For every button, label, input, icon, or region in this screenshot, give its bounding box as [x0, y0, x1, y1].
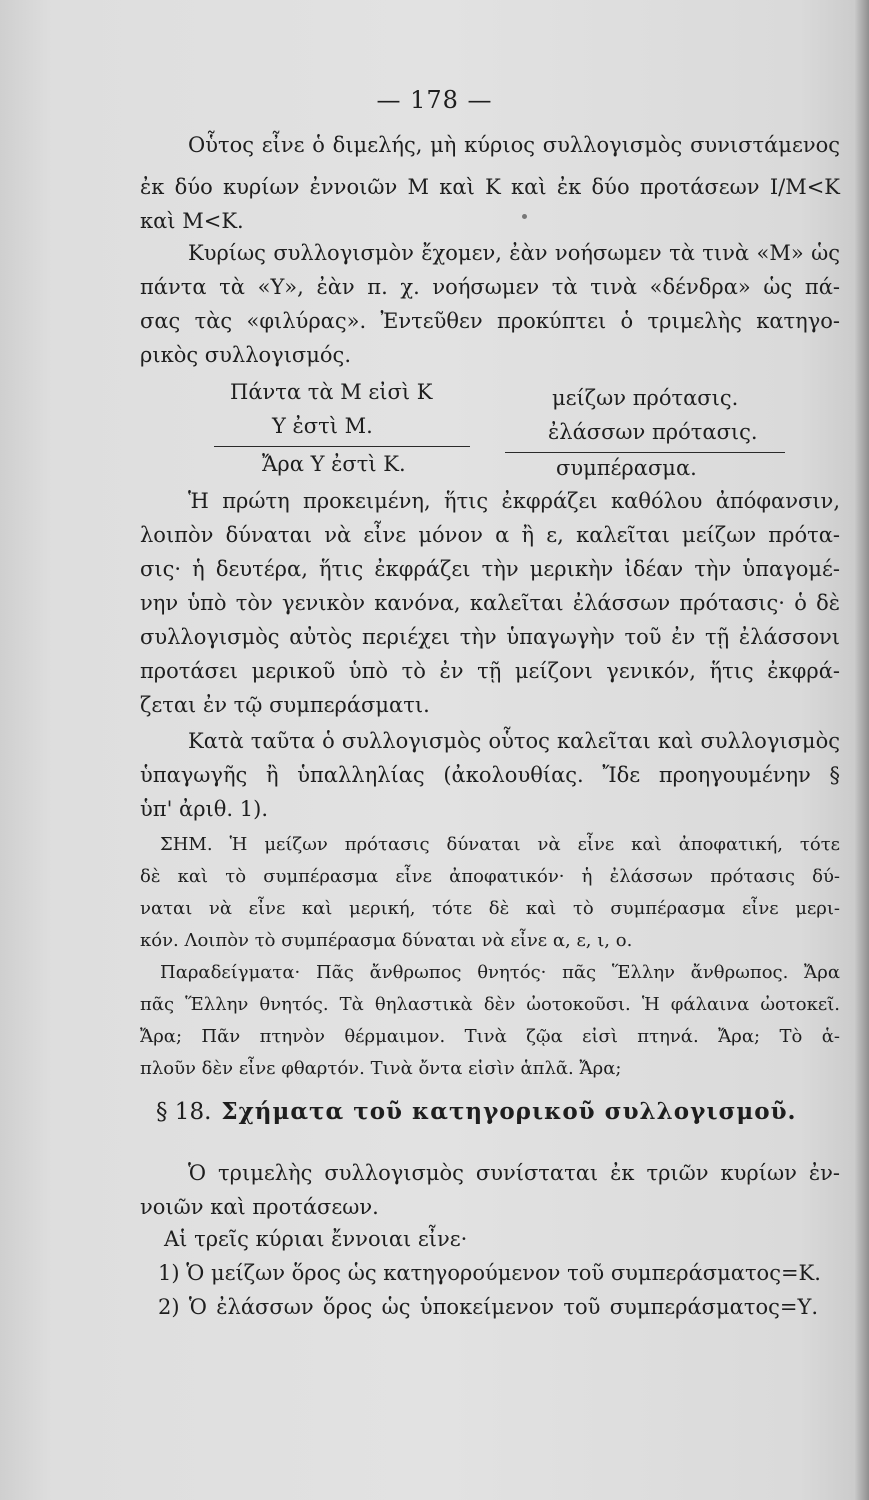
examples-line1: Παραδείγματα· Πᾶς ἄνθρωπος θνητός· πᾶς Ἕλλην ἄνθρωπος. Ἄρα [160, 962, 840, 983]
examples-line3: Ἄρα; Πᾶν πτηνὸν θέρμαιμον. Τινὰ ζῷα εἰσὶ πτηνά. Ἄρα; Τὸ ἁ- [140, 1026, 840, 1047]
term-list-item-2: 2) Ὁ ἐλάσσων ὅρος ὡς ὑποκείμενον τοῦ συμπεράσματος=Υ. [158, 1295, 818, 1319]
term-list-item-1: 1) Ὁ μείζων ὅρος ὡς κατηγορούμενον τοῦ συμπεράσματος=Κ. [158, 1261, 821, 1285]
para5-line3: Αἱ τρεῖς κύριαι ἔννοιαι εἶνε· [164, 1227, 468, 1251]
examples-line4: πλοῦν δὲν εἶνε φθαρτόν. Τινὰ ὄντα εἰσὶν ἁπλᾶ. Ἄρα; [140, 1058, 622, 1079]
para2-line1: Κυρίως συλλογισμὸν ἔχομεν, ἐὰν νοήσωμεν τὰ τινὰ «Μ» ὡς [188, 241, 840, 265]
para3-line1: Ἡ πρώτη προκειμένη, ἥτις ἐκφράζει καθόλου ἀπόφανσιν, [188, 489, 840, 513]
para3-line4: νην ὑπὸ τὸν γενικὸν κανόνα, καλεῖται ἐλάσσων πρότασις· ὁ δὲ [140, 591, 840, 615]
syllogism-major: Πάντα τὰ Μ εἰσὶ Κ [230, 380, 433, 404]
section-heading [156, 1098, 797, 1125]
syllogism-conclusion: Ἄρα Υ ἐστὶ Κ. [262, 452, 406, 476]
para2-line3: σας τὰς «φιλύρας». Ἐντεῦθεν προκύπτει ὁ τριμελὴς κατηγο- [140, 309, 840, 333]
para2-line4: ρικὸς συλλογισμός. [140, 343, 351, 367]
para5-line2: νοιῶν καὶ προτάσεων. [140, 1195, 379, 1219]
para5-line1: Ὁ τριμελὴς συλλογισμὸς συνίσταται ἐκ τριῶν κυρίων ἐν- [188, 1161, 840, 1185]
syllogism-rule-right [505, 452, 785, 453]
para3-line7: ζεται ἐν τῷ συμπεράσματι. [140, 693, 430, 717]
label-conclusion: συμπέρασμα. [556, 456, 697, 480]
section-number: § 18. [156, 1099, 212, 1125]
para1-line3: καὶ Μ<Κ. [140, 209, 244, 233]
note-line4: κόν. Λοιπὸν τὸ συμπέρασμα δύναται νὰ εἶνε α, ε, ι, ο. [140, 930, 633, 951]
para4-line2: ὑπαγωγῆς ἢ ὑπαλληλίας (ἀκολουθίας. Ἴδε προηγουμένην § [140, 763, 840, 787]
note-line3: ναται νὰ εἶνε καὶ μερική, τότε δὲ καὶ τὸ συμπέρασμα εἶνε μερι- [140, 898, 840, 919]
note-line2: δὲ καὶ τὸ συμπέρασμα εἶνε ἀποφατικόν· ἡ ἐλάσσων πρότασις δύ- [140, 866, 840, 887]
para1-line1: Οὗτος εἶνε ὁ διμελής, μὴ κύριος συλλογισμὸς συνιστάμενος [188, 133, 840, 157]
para3-line6: προτάσει μερικοῦ ὑπὸ τὸ ἐν τῇ μείζονι γενικόν, ἥτις ἐκφρά- [140, 659, 840, 683]
para4-line1: Κατὰ ταῦτα ὁ συλλογισμὸς οὗτος καλεῖται καὶ συλλογισμὸς [188, 729, 840, 753]
page-number: — 178 — [376, 86, 493, 114]
para2-line2: πάντα τὰ «Υ», ἐὰν π. χ. νοήσωμεν τὰ τινὰ «δένδρα» ὡς πά- [140, 275, 840, 299]
para3-line3: σις· ἡ δευτέρα, ἥτις ἐκφράζει τὴν μερικὴν ἰδέαν τὴν ὑπαγομέ- [140, 557, 840, 581]
ink-spot [522, 214, 527, 219]
label-major-premise: μείζων πρότασις. [552, 386, 739, 410]
para4-line3: ὑπ' ἀριθ. 1). [140, 797, 268, 821]
label-minor-premise: ἐλάσσων πρότασις. [548, 420, 758, 444]
note-line1: ΣΗΜ. Ἡ μείζων πρότασις δύναται νὰ εἶνε καὶ ἀποφατική, τότε [160, 834, 840, 855]
page-spine-shadow [855, 0, 869, 1500]
section-title: Σχήματα τοῦ κατηγορικοῦ συλλογισμοῦ. [221, 1098, 797, 1125]
para3-line2: λοιπὸν δύναται νὰ εἶνε μόνον α ἢ ε, καλεῖται μείζων πρότα- [140, 523, 840, 547]
syllogism-rule-left [214, 446, 470, 447]
examples-line2: πᾶς Ἕλλην θνητός. Τὰ θηλαστικὰ δὲν ὠοτοκοῦσι. Ἡ φάλαινα ὠοτοκεῖ. [140, 994, 840, 1015]
para3-line5: συλλογισμὸς αὐτὸς περιέχει τὴν ὑπαγωγὴν τοῦ ἐν τῇ ἐλάσσονι [140, 625, 840, 649]
para1-line2: ἐκ δύο κυρίων ἐννοιῶν Μ καὶ Κ καὶ ἐκ δύο προτάσεων Ι/Μ<Κ [140, 175, 840, 199]
syllogism-minor: Υ ἐστὶ Μ. [272, 414, 373, 438]
